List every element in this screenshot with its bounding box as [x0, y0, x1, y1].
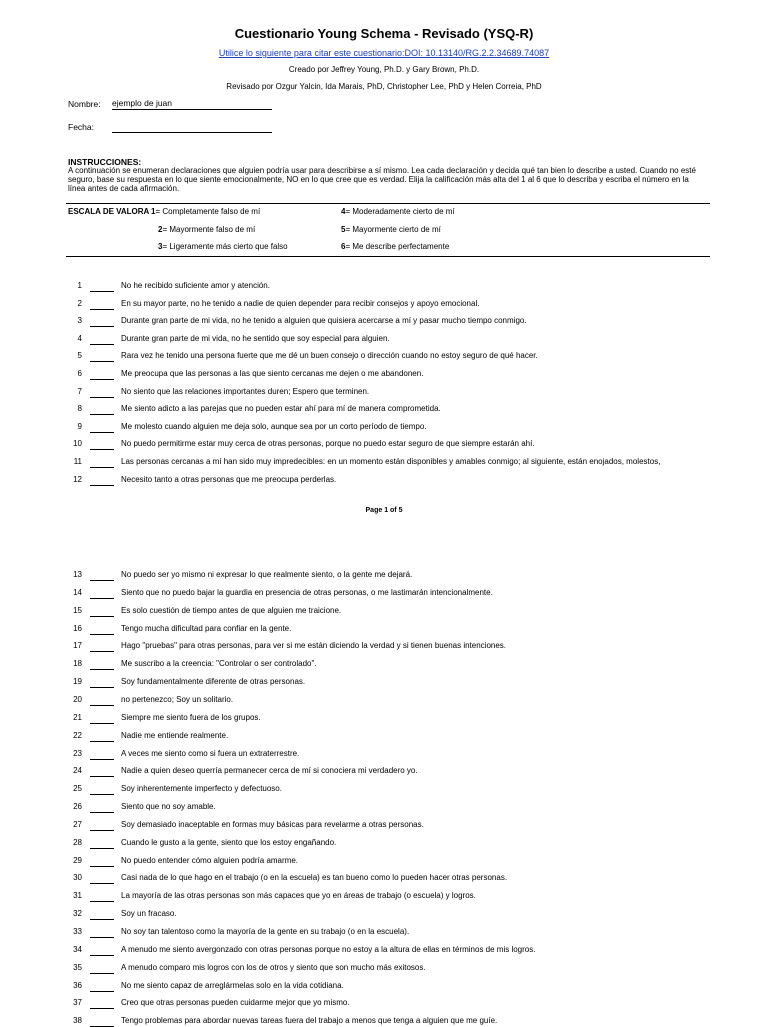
answer-blank[interactable]: [90, 335, 114, 345]
instructions-body: A continuación se enumeran declaraciones que alguien podría usar para describirse a sí mismo. Lea cada declaración y decida qué tan bien lo describe a usted. Cuando no esté seguro, base su respuesta en lo que siente emocionalmente, NO en lo que cree que es verdad. Elija la calificación más alta del 1 al 6 que lo describa y escriba el número en la línea antes de cada afirmación.: [68, 166, 696, 193]
answer-blank[interactable]: [90, 857, 114, 867]
question-number: 30: [73, 873, 82, 883]
question-number: 23: [73, 748, 82, 758]
answer-blank[interactable]: [90, 928, 114, 938]
question-number: 18: [73, 659, 82, 669]
revised-by: Revisado por Ozgur Yalcin, Ida Marais, PhD, Christopher Lee, PhD y Helen Correia, PhD: [226, 82, 542, 91]
question-number: 20: [73, 694, 82, 704]
question-number: 5: [77, 351, 82, 361]
answer-blank[interactable]: [90, 982, 114, 992]
question-number: 15: [73, 605, 82, 615]
date-label: Fecha:: [68, 122, 94, 132]
scale-option-6: 6= Me describe perfectamente: [341, 242, 450, 251]
question-text: Hago "pruebas" para otras personas, para ver si me están diciendo la verdad y si tienen buenas intenciones.: [121, 641, 507, 651]
question-number: 10: [73, 439, 82, 449]
question-text: Las personas cercanas a mí han sido muy impredecibles: en un momento están disponibles y amables conmigo; al siguiente, están enojados, molestos,: [121, 457, 661, 466]
question-text: No me siento capaz de arreglármelas solo en la vida cotidiana.: [121, 980, 344, 990]
instructions-heading: INSTRUCCIONES:: [68, 157, 142, 167]
citation-link[interactable]: Utilice lo siguiente para citar este cuestionario:DOI: 10.13140/RG.2.2.34689.74087: [218, 48, 550, 58]
question-number: 9: [77, 421, 82, 431]
answer-blank[interactable]: [90, 821, 114, 831]
question-text: Soy fundamentalmente diferente de otras personas.: [121, 677, 306, 687]
question-text: Siento que no puedo bajar la guardia en presencia de otras personas, o me lastimarán intencionalmente.: [121, 587, 493, 597]
question-text: La mayoría de las otras personas son más capaces que yo en áreas de trabajo (o escuela) y logros.: [121, 891, 476, 901]
question-number: 12: [73, 474, 82, 484]
divider: [66, 256, 710, 257]
answer-blank[interactable]: [90, 405, 114, 415]
question-text: Soy un fracaso.: [121, 909, 177, 919]
answer-blank[interactable]: [90, 839, 114, 849]
question-number: 21: [73, 712, 82, 722]
answer-blank[interactable]: [90, 571, 114, 581]
answer-blank[interactable]: [90, 317, 114, 327]
answer-blank[interactable]: [90, 607, 114, 617]
question-text: Siento que no soy amable.: [121, 802, 216, 812]
question-number: 19: [73, 677, 82, 687]
scale-option-4: 4= Moderadamente cierto de mí: [341, 207, 455, 216]
answer-blank[interactable]: [90, 352, 114, 362]
name-field[interactable]: ejemplo de juan: [112, 98, 272, 110]
answer-blank[interactable]: [90, 282, 114, 292]
question-text: No puedo ser yo mismo ni expresar lo que realmente siento, o la gente me dejará.: [121, 570, 413, 579]
answer-blank[interactable]: [90, 625, 114, 635]
question-text: Necesito tanto a otras personas que me preocupa perderlas.: [121, 474, 337, 484]
question-text: Creo que otras personas pueden cuidarme mejor que yo mismo.: [121, 998, 350, 1008]
question-number: 17: [73, 641, 82, 651]
question-number: 4: [77, 333, 82, 343]
question-text: A veces me siento como si fuera un extraterrestre.: [121, 748, 300, 758]
answer-blank[interactable]: [90, 714, 114, 724]
answer-blank[interactable]: [90, 785, 114, 795]
question-number: 14: [73, 587, 82, 597]
question-text: Me suscribo a la creencia: "Controlar o ser controlado".: [121, 659, 317, 669]
scale-option-5: 5= Mayormente cierto de mí: [341, 225, 441, 234]
answer-blank[interactable]: [90, 300, 114, 310]
answer-blank[interactable]: [90, 660, 114, 670]
question-text: A menudo me siento avergonzado con otras personas porque no estoy a la altura de ellas en términos de mis logros.: [121, 944, 536, 954]
answer-blank[interactable]: [90, 803, 114, 813]
answer-blank[interactable]: [90, 440, 114, 450]
question-number: 36: [73, 980, 82, 990]
answer-blank[interactable]: [90, 642, 114, 652]
question-text: Soy demasiado inaceptable en formas muy básicas para revelarme a otras personas.: [121, 819, 424, 829]
question-number: 29: [73, 855, 82, 865]
question-text: Rara vez he tenido una persona fuerte que me dé un buen consejo o dirección cuando no estoy seguro de qué hacer.: [121, 351, 538, 361]
question-number: 35: [73, 962, 82, 972]
question-number: 37: [73, 998, 82, 1008]
answer-blank[interactable]: [90, 370, 114, 380]
question-text: Soy inherentemente imperfecto y defectuoso.: [121, 784, 282, 794]
question-number: 28: [73, 837, 82, 847]
question-text: No puedo entender cómo alguien podría amarme.: [121, 855, 298, 865]
question-text: Durante gran parte de mi vida, no he tenido a alguien que quisiera acercarse a mí y pasar mucho tiempo conmigo.: [121, 316, 527, 326]
question-number: 25: [73, 784, 82, 794]
question-text: A menudo comparo mis logros con los de otros y siento que son mucho más exitosos.: [121, 962, 426, 972]
question-number: 24: [73, 766, 82, 776]
question-number: 27: [73, 819, 82, 829]
answer-blank[interactable]: [90, 874, 114, 884]
name-label: Nombre:: [68, 99, 101, 109]
question-text: Durante gran parte de mi vida, no he sentido que soy especial para alguien.: [121, 333, 390, 343]
question-text: Tengo mucha dificultad para confiar en la gente.: [121, 623, 292, 633]
question-text: Cuando le gusto a la gente, siento que los estoy engañando.: [121, 837, 337, 847]
question-number: 32: [73, 909, 82, 919]
answer-blank[interactable]: [90, 476, 114, 486]
question-number: 7: [77, 386, 82, 396]
question-number: 38: [73, 1016, 82, 1026]
question-text: Me siento adicto a las parejas que no pueden estar ahí para mí de manera comprometida.: [121, 404, 441, 414]
answer-blank[interactable]: [90, 750, 114, 760]
answer-blank[interactable]: [90, 999, 114, 1009]
answer-blank[interactable]: [90, 910, 114, 920]
question-text: no pertenezco; Soy un solitario.: [121, 694, 234, 704]
question-text: No puedo permitirme estar muy cerca de otras personas, porque no puedo estar seguro de que siempre estarán ahí.: [121, 439, 535, 449]
answer-blank[interactable]: [90, 423, 114, 433]
question-text: Tengo problemas para abordar nuevas tareas fuera del trabajo a menos que tenga a alguien que me guíe.: [121, 1016, 498, 1026]
question-number: 16: [73, 623, 82, 633]
answer-blank[interactable]: [90, 458, 114, 468]
question-number: 31: [73, 891, 82, 901]
question-text: Es solo cuestión de tiempo antes de que alguien me traicione.: [121, 605, 342, 615]
created-by: Creado por Jeffrey Young, Ph.D. y Gary Brown, Ph.D.: [288, 65, 480, 74]
question-number: 2: [77, 298, 82, 308]
question-number: 13: [73, 570, 82, 579]
question-text: En su mayor parte, no he tenido a nadie de quien depender para recibir consejos y apoyo emocional.: [121, 298, 480, 308]
question-text: Siempre me siento fuera de los grupos.: [121, 712, 261, 722]
question-number: 26: [73, 802, 82, 812]
question-text: Me preocupa que las personas a las que siento cercanas me dejen o me abandonen.: [121, 369, 424, 378]
scale-option-3: 3= Ligeramente más cierto que falso: [158, 242, 288, 251]
scale-option-1: 1= Completamente falso de mí: [151, 207, 261, 216]
scale-option-2: 2= Mayormente falso de mí: [158, 225, 256, 234]
question-number: 34: [73, 944, 82, 954]
page-title: Cuestionario Young Schema - Revisado (YSQ-R): [234, 26, 534, 41]
answer-blank[interactable]: [90, 946, 114, 956]
answer-blank[interactable]: [90, 696, 114, 706]
answer-blank[interactable]: [90, 1017, 114, 1027]
divider: [66, 203, 710, 204]
answer-blank[interactable]: [90, 678, 114, 688]
question-text: Nadie me entiende realmente.: [121, 730, 229, 740]
question-number: 11: [73, 457, 82, 466]
page-indicator: Page 1 of 5: [365, 507, 403, 514]
question-text: Nadie a quien deseo querría permanecer cerca de mí si conociera mi verdadero yo.: [121, 766, 418, 776]
question-number: 8: [77, 404, 82, 414]
scale-label: ESCALA DE VALORA: [68, 207, 150, 216]
question-number: 1: [77, 281, 82, 290]
question-number: 22: [73, 730, 82, 740]
answer-blank[interactable]: [90, 589, 114, 599]
question-number: 3: [77, 316, 82, 326]
date-field[interactable]: [112, 121, 272, 133]
question-text: Casi nada de lo que hago en el trabajo (o en la escuela) es tan bueno como lo pueden hacer otras personas.: [121, 873, 508, 883]
question-number: 33: [73, 927, 82, 936]
question-text: No soy tan talentoso como la mayoría de la gente en su trabajo (o en la escuela).: [121, 927, 410, 936]
answer-blank[interactable]: [90, 892, 114, 902]
question-text: No he recibido suficiente amor y atención.: [121, 281, 270, 290]
question-text: No siento que las relaciones importantes duren; Espero que terminen.: [121, 386, 370, 396]
answer-blank[interactable]: [90, 964, 114, 974]
question-text: Me molesto cuando alguien me deja solo, aunque sea por un corto período de tiempo.: [121, 421, 427, 431]
question-number: 6: [77, 369, 82, 378]
answer-blank[interactable]: [90, 732, 114, 742]
answer-blank[interactable]: [90, 388, 114, 398]
answer-blank[interactable]: [90, 767, 114, 777]
